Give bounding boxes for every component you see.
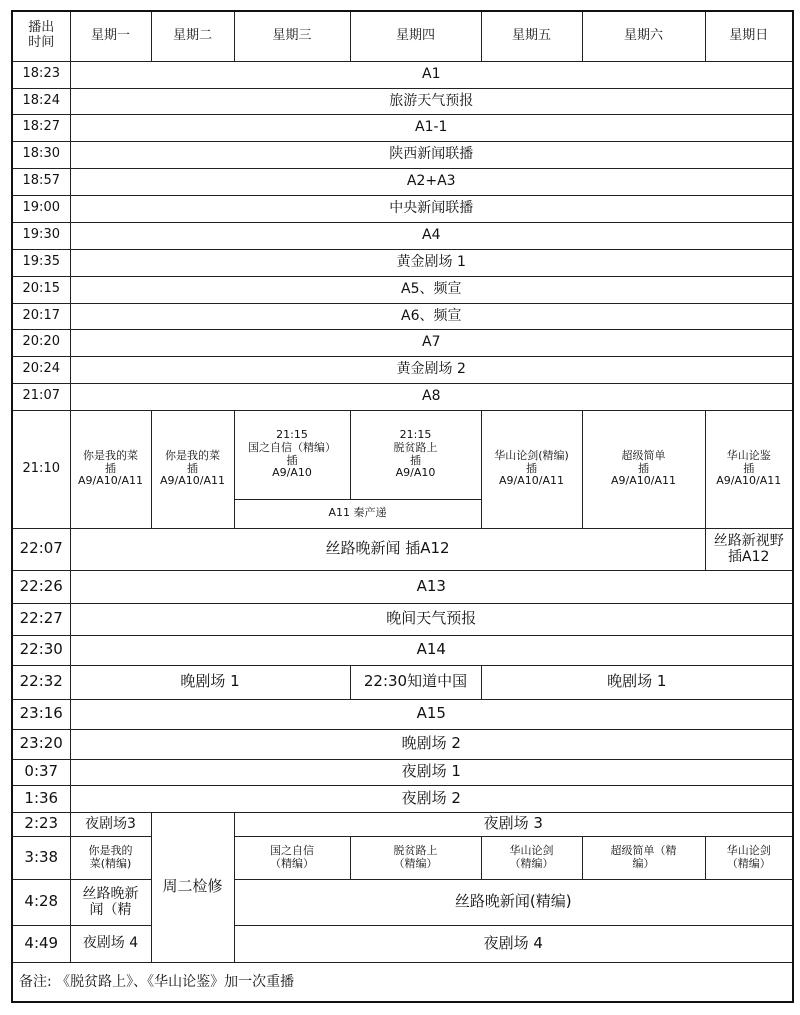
program-ads: A9/A10/A11 [160, 474, 225, 488]
program-cell: A2+A3 [70, 168, 793, 195]
program-cell-wed-sun: 丝路晚新闻(精编) [234, 879, 793, 925]
schedule-row [12, 303, 793, 329]
header-time-line2: 时间 [28, 35, 55, 51]
schedule-wrapper [11, 10, 794, 1003]
program-cell-wed-sun: 夜剧场 4 [234, 925, 793, 962]
schedule-row [12, 383, 793, 410]
schedule-row [12, 61, 793, 88]
tue-maintenance-cell: 周二检修 [151, 812, 234, 962]
time-cell: 22:07 [12, 528, 70, 570]
time-cell: 23:16 [12, 699, 70, 729]
program-cell: A6、频宣 [70, 303, 793, 329]
program-start-time: 21:15 [399, 428, 432, 442]
program-cell-mon: 夜剧场 4 [70, 925, 151, 962]
program-cell-tue [151, 410, 234, 528]
time-cell: 18:30 [12, 141, 70, 168]
program-cell: A13 [70, 570, 793, 603]
time-cell: 18:23 [12, 61, 70, 88]
program-edition: （精编） [509, 856, 554, 870]
program-cell-mon [70, 410, 151, 528]
schedule-note: 备注: 《脱贫路上》、《华山论鉴》加一次重播 [12, 962, 793, 1002]
program-cell: A5、频宣 [70, 276, 793, 303]
program-title: 你是我的菜 [165, 449, 220, 463]
schedule-row-428 [12, 879, 793, 925]
program-ads: A9/A10/A11 [78, 474, 143, 488]
program-title: 超级简单（精 [610, 843, 677, 857]
program-title: 华山论剑 [509, 843, 554, 857]
program-ads: A9/A10/A11 [499, 474, 564, 488]
time-cell: 22:27 [12, 603, 70, 635]
schedule-row-2207 [12, 528, 793, 570]
time-cell: 19:35 [12, 249, 70, 276]
program-cell: A1 [70, 61, 793, 88]
schedule-row [12, 729, 793, 759]
program-insert: 插A12 [728, 549, 770, 565]
program-title: 华山论剑 [726, 843, 771, 857]
header-day-mon: 星期一 [70, 11, 151, 61]
program-insert: 插 [187, 461, 198, 475]
schedule-row [12, 635, 793, 665]
program-cell: 夜剧场 2 [70, 785, 793, 812]
header-day-wed: 星期三 [234, 11, 350, 61]
program-cell-mon: 夜剧场3 [70, 812, 151, 836]
time-cell: 22:32 [12, 665, 70, 699]
schedule-row [12, 785, 793, 812]
program-title: 丝路新视野 [713, 532, 784, 549]
schedule-row-449 [12, 925, 793, 962]
program-title: 华山论剑(精编) [494, 449, 569, 463]
program-cell-mon [70, 836, 151, 879]
program-cell-fri-sun: 晚剧场 1 [481, 665, 793, 699]
time-cell: 20:15 [12, 276, 70, 303]
program-insert: 插 [410, 453, 421, 467]
header-day-sat: 星期六 [582, 11, 705, 61]
program-cell-sun [705, 410, 793, 528]
schedule-row [12, 114, 793, 141]
time-cell: 19:30 [12, 222, 70, 249]
time-cell: 2:23 [12, 812, 70, 836]
schedule-row [12, 222, 793, 249]
program-cell: 夜剧场 1 [70, 759, 793, 785]
program-cell: A1-1 [70, 114, 793, 141]
program-cell-sun [705, 528, 793, 570]
schedule-row-2110 [12, 410, 793, 499]
program-edition: 编） [632, 856, 655, 870]
header-time-cell [12, 11, 70, 61]
time-cell: 21:07 [12, 383, 70, 410]
header-row [12, 11, 793, 61]
schedule-row [12, 759, 793, 785]
time-cell: 23:20 [12, 729, 70, 759]
time-cell: 21:10 [12, 410, 70, 528]
schedule-row [12, 141, 793, 168]
program-insert: 插 [526, 461, 537, 475]
time-cell: 20:20 [12, 329, 70, 356]
time-cell: 18:27 [12, 114, 70, 141]
header-day-sun: 星期日 [705, 11, 793, 61]
schedule-row-223 [12, 812, 793, 836]
program-cell: 黄金剧场 2 [70, 356, 793, 383]
program-cell: 中央新闻联播 [70, 195, 793, 222]
time-cell: 20:17 [12, 303, 70, 329]
schedule-row [12, 699, 793, 729]
program-cell: 晚间天气预报 [70, 603, 793, 635]
program-cell-wed-thu-bottom: A11 秦产递 [234, 499, 481, 528]
program-ads: A9/A10 [395, 466, 436, 480]
program-cell-fri [481, 836, 582, 879]
time-cell: 20:24 [12, 356, 70, 383]
time-cell: 18:57 [12, 168, 70, 195]
program-title: 华山论鉴 [726, 449, 771, 463]
program-ads: A9/A10/A11 [716, 474, 782, 488]
program-insert: 插 [743, 461, 755, 475]
program-cell-mon-wed: 晚剧场 1 [70, 665, 350, 699]
program-edition: （精编） [270, 856, 314, 870]
schedule-row [12, 195, 793, 222]
time-cell: 22:30 [12, 635, 70, 665]
program-start-time: 21:15 [276, 428, 308, 442]
program-cell-sun [705, 836, 793, 879]
schedule-row [12, 603, 793, 635]
schedule-row-2232 [12, 665, 793, 699]
program-title: 你是我的 [88, 843, 133, 857]
program-insert: 插 [105, 461, 116, 475]
program-title: 国之自信（精编） [248, 440, 336, 454]
program-cell: A8 [70, 383, 793, 410]
program-title: 你是我的菜 [83, 449, 138, 463]
schedule-row [12, 88, 793, 114]
time-cell: 22:26 [12, 570, 70, 603]
program-ads: A9/A10/A11 [611, 474, 676, 488]
program-cell-thu: 22:30知道中国 [350, 665, 481, 699]
header-day-thu: 星期四 [350, 11, 481, 61]
program-title: 脱贫路上 [393, 440, 438, 454]
program-cell-wed-sun: 夜剧场 3 [234, 812, 793, 836]
program-cell: A7 [70, 329, 793, 356]
program-cell: 黄金剧场 1 [70, 249, 793, 276]
program-cell: 旅游天气预报 [70, 88, 793, 114]
program-title: 超级简单 [621, 449, 666, 463]
program-cell: 陕西新闻联播 [70, 141, 793, 168]
time-cell: 0:37 [12, 759, 70, 785]
program-cell-sat [582, 836, 705, 879]
header-day-fri: 星期五 [481, 11, 582, 61]
time-cell: 19:00 [12, 195, 70, 222]
schedule-row [12, 168, 793, 195]
time-cell: 3:38 [12, 836, 70, 879]
schedule-row [12, 356, 793, 383]
program-cell: A15 [70, 699, 793, 729]
program-title: 丝路晚新 [82, 885, 139, 902]
program-title: 脱贫路上 [393, 843, 438, 857]
program-edition: 菜(精编) [89, 856, 132, 870]
schedule-row [12, 570, 793, 603]
program-cell-sat [582, 410, 705, 528]
program-insert: 插 [638, 461, 649, 475]
program-cell-wed [234, 410, 350, 499]
program-edition: 闻（精 [89, 902, 132, 918]
program-title: 国之自信 [270, 843, 314, 857]
program-cell: A4 [70, 222, 793, 249]
header-time-line1: 播出 [28, 20, 55, 36]
program-insert: 插 [286, 453, 298, 467]
program-cell-main: 丝路晚新闻 插A12 [70, 528, 705, 570]
program-cell-wed [234, 836, 350, 879]
note-row [12, 962, 793, 1002]
program-cell-thu [350, 836, 481, 879]
schedule-row [12, 329, 793, 356]
time-cell: 1:36 [12, 785, 70, 812]
time-cell: 18:24 [12, 88, 70, 114]
schedule-row [12, 276, 793, 303]
schedule-row [12, 249, 793, 276]
program-cell-mon [70, 879, 151, 925]
schedule-row-338 [12, 836, 793, 879]
program-schedule-table [11, 10, 794, 1003]
program-cell: A14 [70, 635, 793, 665]
program-cell-thu [350, 410, 481, 499]
time-cell: 4:49 [12, 925, 70, 962]
header-day-tue: 星期二 [151, 11, 234, 61]
program-cell-fri [481, 410, 582, 528]
time-cell: 4:28 [12, 879, 70, 925]
program-ads: A9/A10 [272, 466, 312, 480]
program-edition: （精编） [393, 856, 438, 870]
program-cell: 晚剧场 2 [70, 729, 793, 759]
program-edition: （精编） [726, 856, 771, 870]
